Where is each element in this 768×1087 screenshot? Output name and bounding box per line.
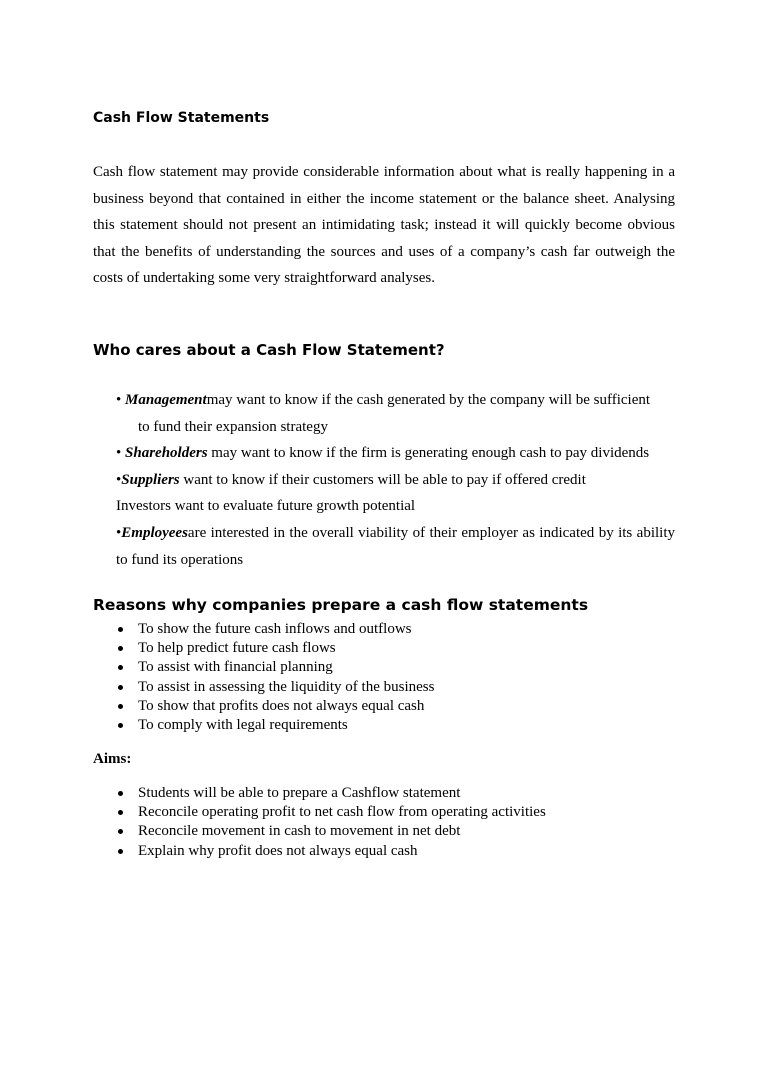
list-item: Reconcile movement in cash to movement in net debt bbox=[116, 822, 546, 841]
heading-reasons: Reasons why companies prepare a cash flow statements bbox=[93, 596, 589, 614]
list-item: To assist with financial planning bbox=[116, 658, 434, 677]
bullet-icon bbox=[118, 791, 123, 796]
bullet-icon bbox=[118, 704, 123, 709]
reasons-list bbox=[116, 620, 434, 735]
list-item: To comply with legal requirements bbox=[116, 716, 434, 735]
list-item: Explain why profit does not always equal cash bbox=[116, 842, 546, 861]
who-cares-item-suppliers: •Suppliers want to know if their customers will be able to pay if offered credit bbox=[116, 472, 586, 488]
bullet-icon bbox=[118, 665, 123, 670]
who-cares-item-employees: •Employeesare interested in the overall viability of their employer as indicated by its ability to fund its operations bbox=[116, 525, 675, 568]
bullet-icon bbox=[118, 829, 123, 834]
who-cares-item-investors: Investors want to evaluate future growth potential bbox=[116, 498, 416, 514]
list-item: Reconcile operating profit to net cash flow from operating activities bbox=[116, 803, 546, 822]
list-item: Students will be able to prepare a Cashflow statement bbox=[116, 784, 546, 803]
bullet-icon bbox=[118, 849, 123, 854]
who-cares-item-management: • Managementmay want to know if the cash generated by the company will be sufficient to fund their expansion strategy bbox=[116, 392, 651, 435]
bullet-icon bbox=[118, 646, 123, 651]
who-cares-item-shareholders: • Shareholders may want to know if the firm is generating enough cash to pay dividends bbox=[116, 445, 650, 461]
bullet-icon bbox=[118, 627, 123, 632]
heading-cash-flow-statements: Cash Flow Statements bbox=[93, 110, 270, 126]
aims-list bbox=[116, 784, 546, 861]
heading-who-cares: Who cares about a Cash Flow Statement? bbox=[93, 341, 445, 359]
heading-aims: Aims: bbox=[93, 751, 132, 767]
list-item: To show the future cash inflows and outflows bbox=[116, 620, 434, 639]
list-item: To assist in assessing the liquidity of the business bbox=[116, 678, 434, 697]
bullet-icon bbox=[118, 810, 123, 815]
intro-paragraph: Cash flow statement may provide considerable information about what is really happening in a business beyond that contained in either the income statement or the balance sheet. Analysing this statement should not present an intimidating task; instead it will quickly become obvious that the benefits of understanding the sources and uses of a company’s cash far outweigh the costs of undertaking some very straightforward analyses. bbox=[93, 164, 675, 286]
bullet-icon bbox=[118, 723, 123, 728]
list-item: To show that profits does not always equal cash bbox=[116, 697, 434, 716]
list-item: To help predict future cash flows bbox=[116, 639, 434, 658]
bullet-icon bbox=[118, 685, 123, 690]
